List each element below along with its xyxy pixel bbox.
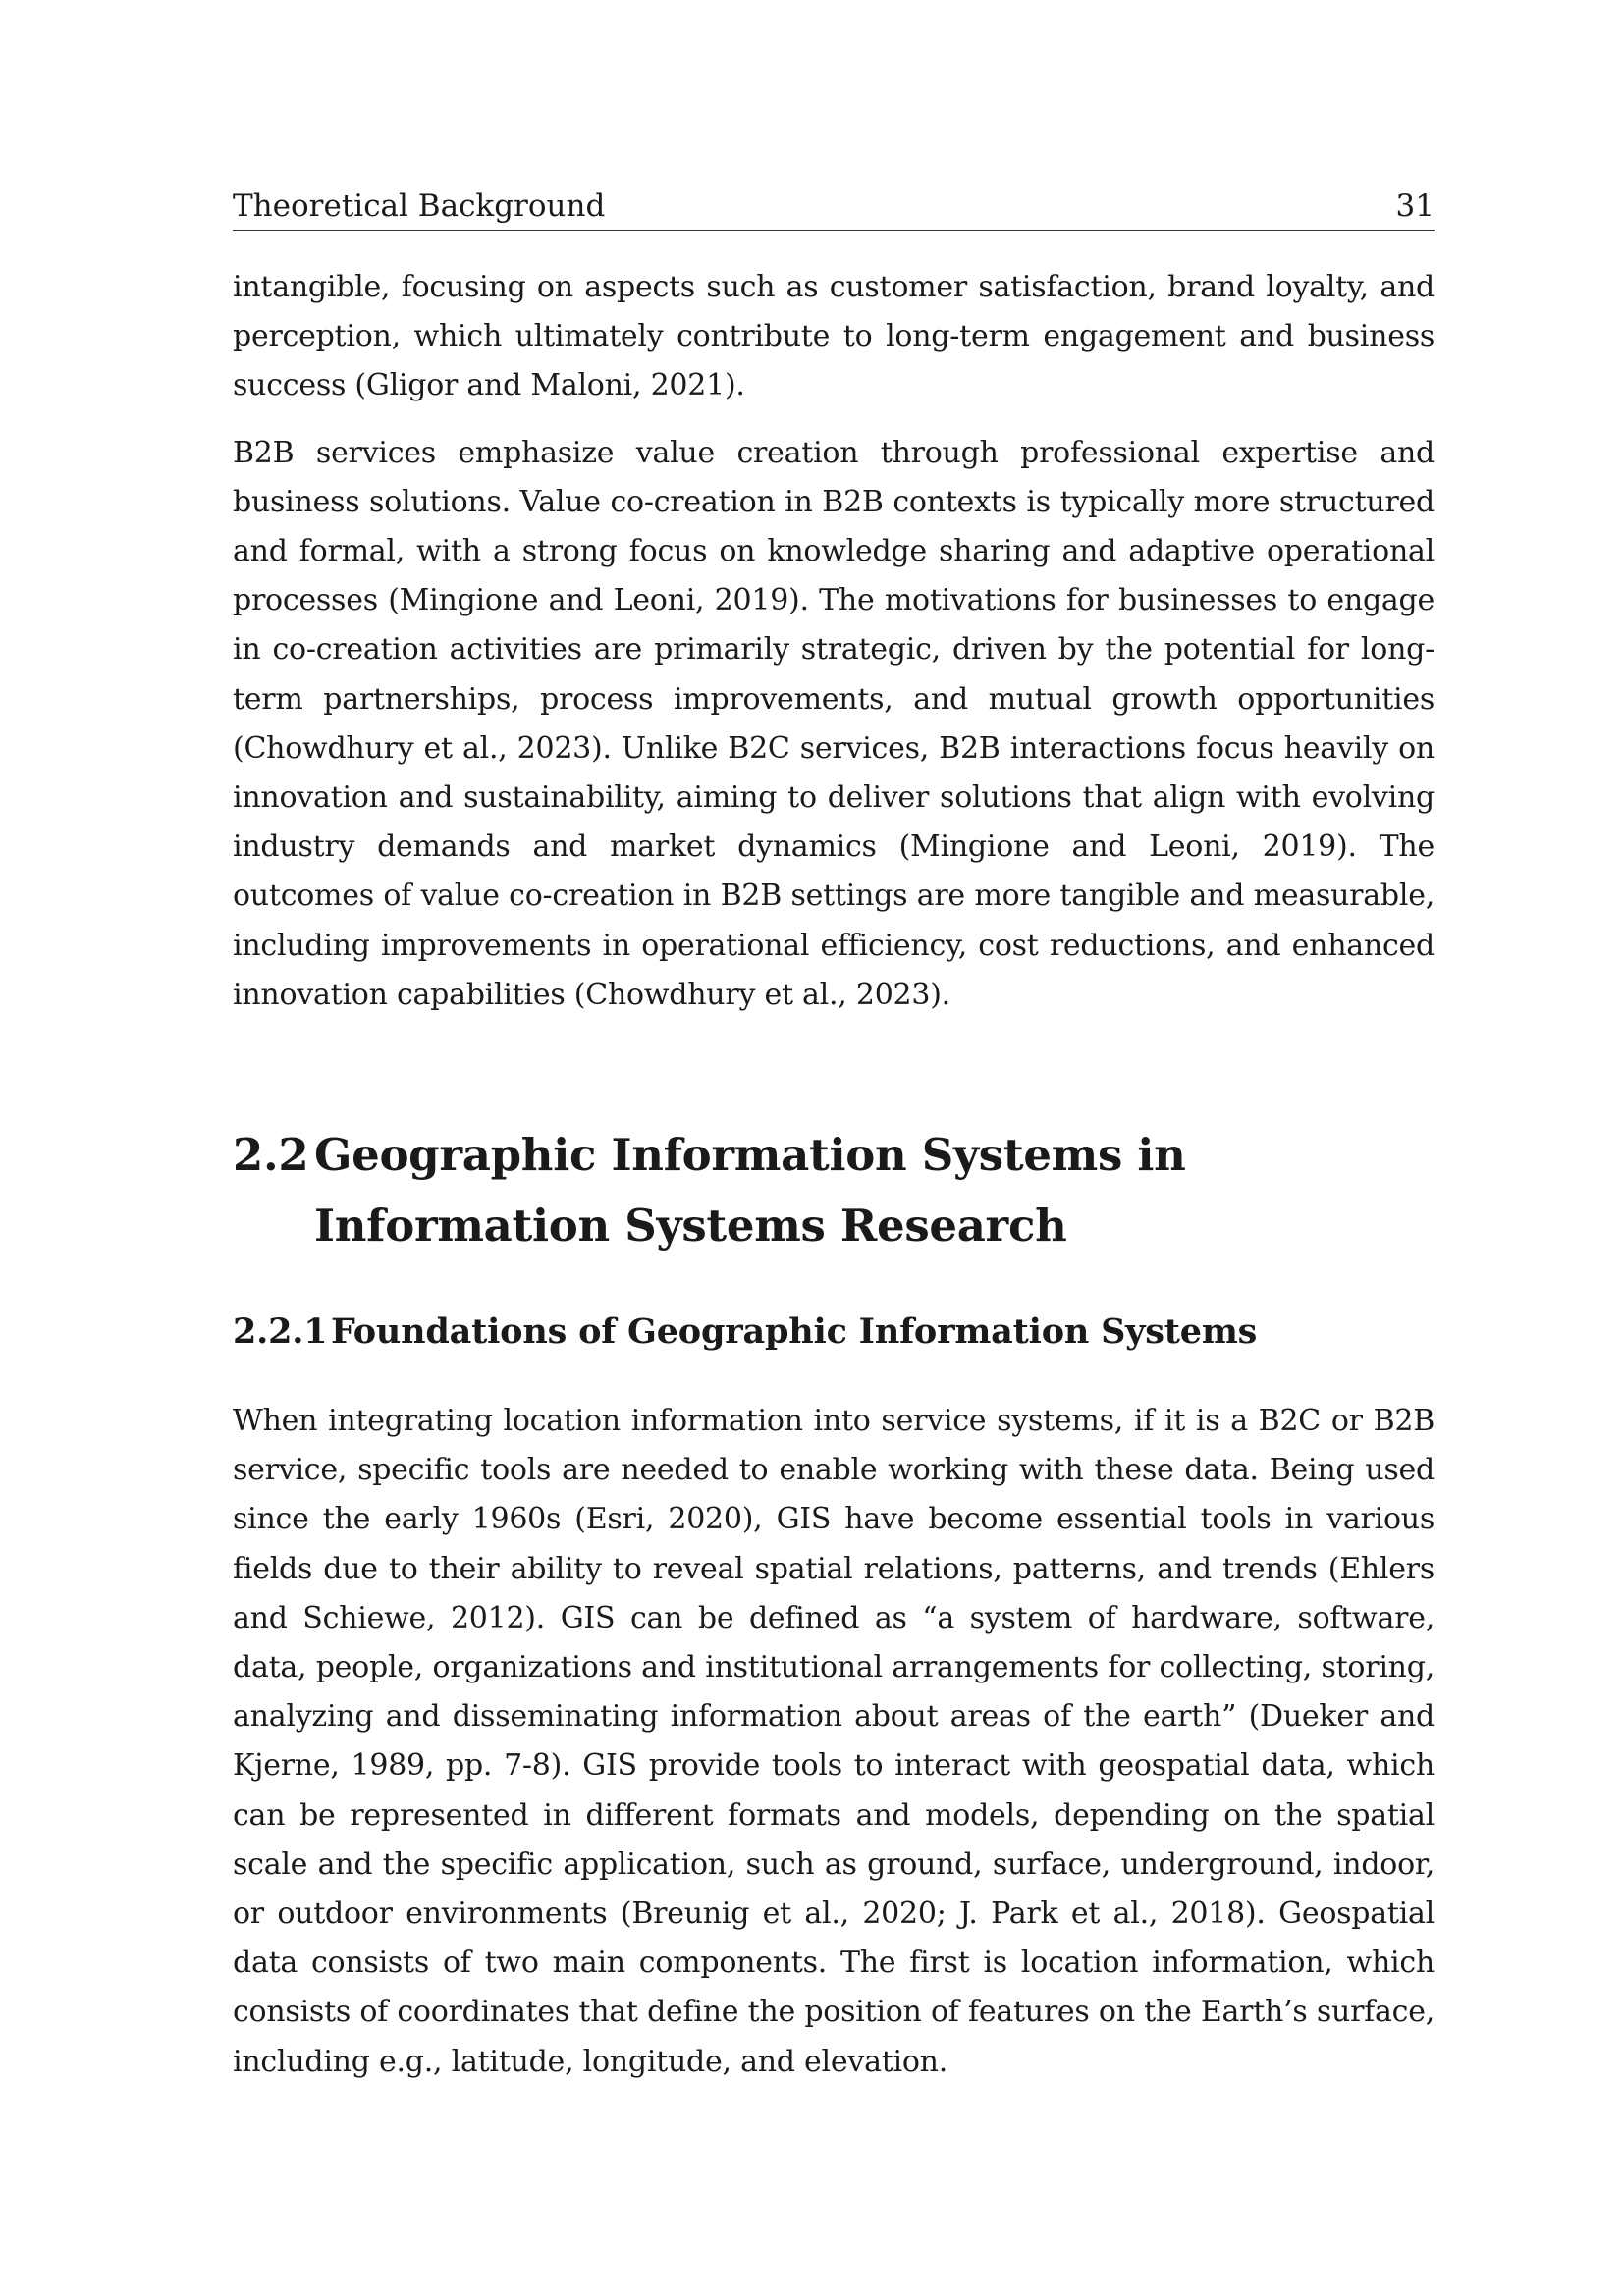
section-number: 2.2 [233,1129,309,1182]
subsection-title: Foundations of Geographic Information Systems [331,1311,1258,1353]
running-header-title: Theoretical Background [233,188,606,224]
subsection-heading [233,1308,1435,1356]
paragraph-b2b-services: B2B services emphasize value creation through professional expertise and business solutions. Value co-creation in B2B contexts is typically more structured and formal, with a strong focus on knowledge sharing and adaptive operational processes (Mingione and Leoni, 2019). The motivations for businesses to engage in co-creation activities are primarily strategic, driven by the potential for long-term partnerships, process improvements, and mutual growth opportunities (Chowdhury et al., 2023). Unlike B2C services, B2B interactions focus heavily on innovation and sustainability, aiming to deliver solutions that align with evolving industry demands and market dynamics (Mingione and Leoni, 2019). The outcomes of value co-creation in B2B settings are more tangible and measurable, including improvements in operational efficiency, cost reductions, and enhanced innovation capabilities (Chowdhury et al., 2023). [233,435,1435,1012]
paragraph-b2c-outcomes: intangible, focusing on aspects such as customer satisfaction, brand loyalty, and perception, which ultimately contribute to long-term engagement and business success (Gligor and Maloni, 2021). [233,270,1435,403]
paragraph-gis-foundations: When integrating location information into service systems, if it is a B2C or B2B service, specific tools are needed to enable working with these data. Being used since the early 1960s (Esri, 2020), GIS have become essential tools in various fields due to their ability to reveal spatial relations, patterns, and trends (Ehlers and Schiewe, 2012). GIS can be defined as “a system of hardware, software, data, people, organizations and institutional arrangements for collecting, storing, analyzing and disseminating information about areas of the earth” (Dueker and Kjerne, 1989, pp. 7-8). GIS provide tools to interact with geospatial data, which can be represented in different formats and models, depending on the spatial scale and the specific application, such as ground, surface, underground, indoor, or outdoor environments (Breunig et al., 2020; J. Park et al., 2018). Geospatial data consists of two main components. The first is location information, which consists of coordinates that define the position of features on the Earth’s surface, including e.g., latitude, longitude, and elevation. [233,1404,1435,2079]
running-header [233,187,1435,231]
subsection-number: 2.2.1 [233,1311,328,1353]
page-number: 31 [1395,188,1435,224]
section-heading [233,1120,1435,1261]
page-content [233,187,1435,2087]
section-title: Geographic Information Systems in Information Systems Research [314,1129,1186,1253]
